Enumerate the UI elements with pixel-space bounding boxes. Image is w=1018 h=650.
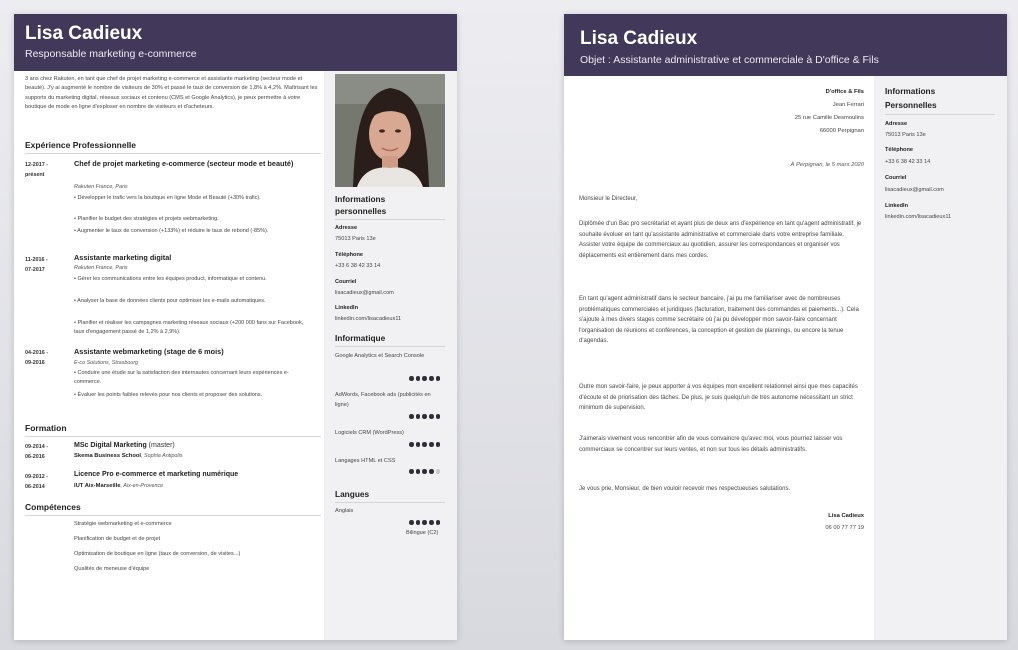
letter-address-label: Adresse xyxy=(885,121,908,127)
recipient-block xyxy=(795,86,864,138)
job-bullet: • Conduire une étude sur la satisfaction des internautes concernant leurs expériences e-commerce. xyxy=(74,369,310,386)
letter-email-value: lisacadieux@gmail.com xyxy=(885,187,944,193)
rating-dot-filled xyxy=(422,414,427,419)
skill-item: Planification de budget et de projet xyxy=(74,536,161,542)
it-skill-name: AdWords, Facebook ads (publicités en ligne) xyxy=(335,392,431,408)
job-company: Rakuten France, Paris xyxy=(74,184,128,190)
address-value: 75013 Paris 13e xyxy=(335,236,376,242)
signature-name: Lisa Cadieux xyxy=(828,513,864,519)
rating-dot-filled xyxy=(436,376,441,381)
cv-header xyxy=(14,14,457,71)
rating-dot-filled xyxy=(422,520,427,525)
rating-dot-filled xyxy=(422,376,427,381)
cv-page xyxy=(14,14,457,640)
divider xyxy=(25,515,321,516)
edu-degree xyxy=(74,442,175,449)
phone-label: Téléphone xyxy=(335,252,363,258)
signature-block xyxy=(825,510,864,534)
letter-subject: Objet : Assistante administrative et commerciale à D'office & Fils xyxy=(580,54,879,66)
cv-job-title: Responsable marketing e-commerce xyxy=(25,48,197,60)
letter-paragraph: J'aimerais vivement vous rencontrer afin de vous convaincre qu'avec moi, vous pourriez laisser vos commerciaux se concentrer sur leurs ventes, et non sur tous les détails administratifs. xyxy=(579,436,843,453)
language-name: Anglais xyxy=(335,508,354,514)
skill-rating xyxy=(409,414,440,419)
job-date-start: 11-2016 - xyxy=(25,257,48,263)
skill-rating xyxy=(409,442,440,447)
signature-phone: 06 00 77 77 19 xyxy=(825,525,864,531)
degree-detail: (master) xyxy=(146,442,175,449)
letter-address-value: 75013 Paris 13e xyxy=(885,132,926,138)
letter-closing: Je vous prie, Monsieur, de bien vouloir recevoir mes respectueuses salutations. xyxy=(579,486,791,492)
job-company: Rakuten France, Paris xyxy=(74,265,128,271)
skills-heading: Compétences xyxy=(25,502,81,512)
it-skill-name: Logiciels CRM (WordPress) xyxy=(335,430,404,436)
school-city: , Sophia Antipolis xyxy=(141,453,183,459)
recipient-name: Jean Ferrari xyxy=(832,102,864,108)
it-skill-name: Google Analytics et Search Console xyxy=(335,353,425,359)
languages-heading: Langues xyxy=(335,489,370,499)
job-title: Assistante marketing digital xyxy=(74,253,172,262)
rating-dot-filled xyxy=(436,414,441,419)
skill-rating xyxy=(409,469,440,474)
job-title: Chef de projet marketing e-commerce (secteur mode et beauté) xyxy=(74,159,294,168)
rating-dot-filled xyxy=(409,414,414,419)
job-bullet: • Évaluer les points faibles relevés pour nos clients et proposer des solutions. xyxy=(74,391,310,400)
job-bullet: • Analyser la base de données clients pour optimiser les e-mails automatiques. xyxy=(74,297,310,306)
rating-dot-filled xyxy=(416,442,421,447)
rating-dot-filled xyxy=(409,520,414,525)
education-heading: Formation xyxy=(25,423,67,433)
recipient-street: 25 rue Camille Desmoulins xyxy=(794,115,864,121)
school-city: , Aix-en-Provence xyxy=(120,483,164,489)
letter-paragraph: Outre mon savoir-faire, je peux apporter à vos équipes mon excellent relationnel ainsi que mes capacités d'écoute et de priorisation des tâches. De plus, je suis quelqu'un de très autonome nécessitant un strict minimum de supervision. xyxy=(579,384,858,411)
language-rating xyxy=(409,520,440,525)
edu-date-start: 09-2012 - xyxy=(25,474,49,480)
job-date-end: 07-2017 xyxy=(25,267,45,273)
edu-school xyxy=(74,453,182,459)
edu-school xyxy=(74,483,163,489)
place-date: À Perpignan, le 5 mars 2020 xyxy=(790,162,864,168)
job-bullet: • Planifier et réaliser les campagnes marketing réseaux sociaux (+200 000 fans sur Facebook, taux d'engagement passé de 1,2% à 2,9%). xyxy=(74,319,310,336)
edu-date-end: 06-2016 xyxy=(25,454,45,460)
skill-rating xyxy=(409,376,440,381)
recipient-city: 66000 Perpignan xyxy=(819,128,864,134)
rating-dot-filled xyxy=(422,442,427,447)
school-name: Skema Business School xyxy=(74,453,142,459)
email-label: Courriel xyxy=(335,279,357,285)
rating-dot-filled xyxy=(409,442,414,447)
email-value: lisacadieux@gmail.com xyxy=(335,290,394,296)
rating-dot-filled xyxy=(422,469,427,474)
cover-letter-page xyxy=(564,14,1007,640)
divider xyxy=(335,502,445,503)
rating-dot-filled xyxy=(436,442,441,447)
rating-dot-filled xyxy=(429,376,434,381)
info-heading-2: personnelles xyxy=(335,206,387,216)
degree-name: MSc Digital Marketing xyxy=(74,442,147,449)
skill-item: Stratégie webmarketing et e-commerce xyxy=(74,521,172,527)
address-label: Adresse xyxy=(335,225,358,231)
rating-dot-filled xyxy=(429,442,434,447)
language-level: Bilingue (C2) xyxy=(406,530,439,536)
phone-value: +33 6 38 42 33 14 xyxy=(335,263,381,269)
job-bullet: • Augmenter le taux de conversion (+133%) et réduire le taux de rebond (-85%). xyxy=(74,227,310,236)
job-bullet: • Développer le trafic vers la boutique en ligne Mode et Beauté (+30% trafic). xyxy=(74,194,310,203)
rating-dot-filled xyxy=(436,520,441,525)
rating-dot-empty xyxy=(436,469,441,474)
divider xyxy=(335,219,445,220)
rating-dot-filled xyxy=(416,520,421,525)
letter-phone-value: +33 6 38 42 33 14 xyxy=(885,159,931,165)
divider xyxy=(335,346,445,347)
profile-photo xyxy=(335,74,445,187)
letter-linkedin-label: LinkedIn xyxy=(885,203,908,209)
edu-date-end: 06-2014 xyxy=(25,484,45,490)
rating-dot-filled xyxy=(416,469,421,474)
divider xyxy=(25,436,321,437)
job-title: Assistante webmarketing (stage de 6 mois) xyxy=(74,347,224,356)
rating-dot-filled xyxy=(429,469,434,474)
rating-dot-filled xyxy=(409,376,414,381)
rating-dot-filled xyxy=(416,414,421,419)
job-bullet: • Planifier le budget des stratégies et projets webmarketing. xyxy=(74,215,310,224)
experience-heading: Expérience Professionnelle xyxy=(25,140,137,150)
job-date-end: 09-2016 xyxy=(25,360,45,366)
divider xyxy=(25,153,321,154)
it-skill-name: Langages HTML et CSS xyxy=(335,458,396,464)
school-name: IUT Aix-Marseille xyxy=(74,483,121,489)
linkedin-value: linkedin.com/lisacadieux11 xyxy=(335,316,402,322)
letter-email-label: Courriel xyxy=(885,175,907,181)
edu-date-start: 09-2014 - xyxy=(25,444,49,450)
job-date-start: 12-2017 - xyxy=(25,162,49,168)
letter-name: Lisa Cadieux xyxy=(580,28,698,49)
rating-dot-filled xyxy=(416,376,421,381)
recipient-company: D'office & Fils xyxy=(825,89,864,95)
degree-name: Licence Pro e-commerce et marketing numérique xyxy=(74,471,239,478)
rating-dot-filled xyxy=(429,520,434,525)
job-bullet: • Gérer les communications entre les équipes product, informatique et contenu. xyxy=(74,275,310,284)
letter-greeting: Monsieur le Directeur, xyxy=(579,196,638,202)
letter-phone-label: Téléphone xyxy=(885,147,913,153)
letter-paragraph: En tant qu'agent administratif dans le secteur bancaire, j'ai pu me familiariser avec de nombreuses problématiques commerciales et juridiques (facturation, traitement des commandes et paiements...). Cela s'ajoute à mes divers stages comme secrétaire où j'ai pu développer mon savoir-faire concernant l'organisation de réunions et conférences, la conception et gestion de plannings, ou encore la tenue d'agendas. xyxy=(579,296,859,344)
cv-summary: 3 ans chez Rakuten, en tant que chef de projet marketing e-commerce et assistante marketing (secteur mode et beauté). J'y ai augmenté le nombre de visiteurs de 30% et passé le taux de conversion de 1,8% à 4,2%. Maîtrisant les supports du marketing digital, réseaux sociaux et contenu (CMS et Google Analytics), je peux permettre à votre boutique de mode en ligne d'exploser en nombre de visiteurs et d'acheteurs. xyxy=(25,76,318,111)
job-date-start: 04-2016 - xyxy=(25,350,49,356)
rating-dot-filled xyxy=(409,469,414,474)
edu-degree xyxy=(74,471,238,478)
skill-item: Qualités de meneuse d'équipe xyxy=(74,566,150,572)
linkedin-label: LinkedIn xyxy=(335,305,358,311)
cv-name: Lisa Cadieux xyxy=(25,23,143,44)
letter-info-heading: Informations xyxy=(885,86,936,96)
letter-info-heading-2: Personnelles xyxy=(885,100,937,110)
job-company: E-co Solutions, Strasbourg xyxy=(74,360,139,366)
job-date-end: présent xyxy=(25,172,45,178)
rating-dot-filled xyxy=(429,414,434,419)
letter-header xyxy=(564,14,1007,76)
letter-linkedin-value: linkedin.com/lisacadieux11 xyxy=(885,214,952,220)
it-heading: Informatique xyxy=(335,333,386,343)
info-heading: Informations xyxy=(335,194,386,204)
skill-item: Optimisation de boutique en ligne (taux de conversion, de visites...) xyxy=(74,551,241,557)
letter-paragraph: Diplômée d'un Bac pro secrétariat et ayant plus de deux ans d'expérience en tant qu'agent administratif, je souhaite évoluer en tant qu'assistante administrative et commerciale dans votre entreprise familiale. Assister votre équipe de commerciaux au quotidien, assurer les correspondances et organiser vos déplacements est entièrement dans mes cordes. xyxy=(579,221,862,259)
divider xyxy=(885,114,995,115)
